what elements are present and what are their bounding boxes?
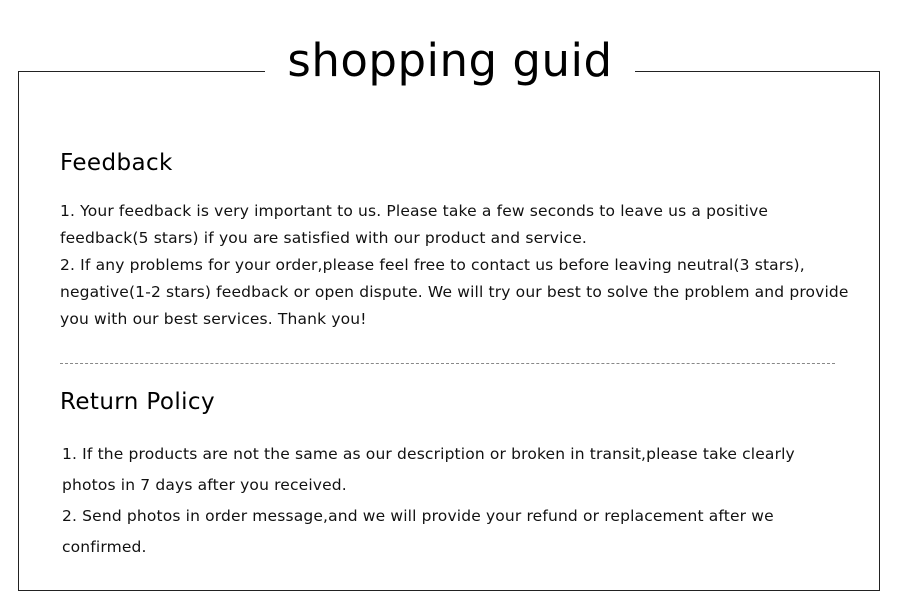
return-policy-paragraph-1: 1. If the products are not the same as our description or broken in transit,please take clearly photos in 7 days after you received. (62, 445, 795, 494)
feedback-paragraph-2: 2. If any problems for your order,please feel free to contact us before leaving neutral(3 stars), negative(1-2 stars) feedback or open dispute. We will try our best to solve the problem and provide you with our best services. Thank you! (60, 256, 849, 328)
section-return-policy (60, 389, 850, 563)
feedback-paragraph-1: 1. Your feedback is very important to us. Please take a few seconds to leave us a positive feedback(5 stars) if you are satisfied with our product and service. (60, 202, 769, 247)
page-title: shopping guid (265, 34, 634, 88)
return-policy-paragraph-2: 2. Send photos in order message,and we will provide your refund or replacement after we confirmed. (62, 507, 774, 556)
section-heading-feedback: Feedback (60, 150, 173, 176)
page-title-container (0, 34, 900, 88)
section-feedback (60, 150, 850, 333)
section-divider (60, 363, 835, 365)
section-heading-return-policy: Return Policy (60, 389, 215, 415)
document-content (60, 150, 850, 563)
